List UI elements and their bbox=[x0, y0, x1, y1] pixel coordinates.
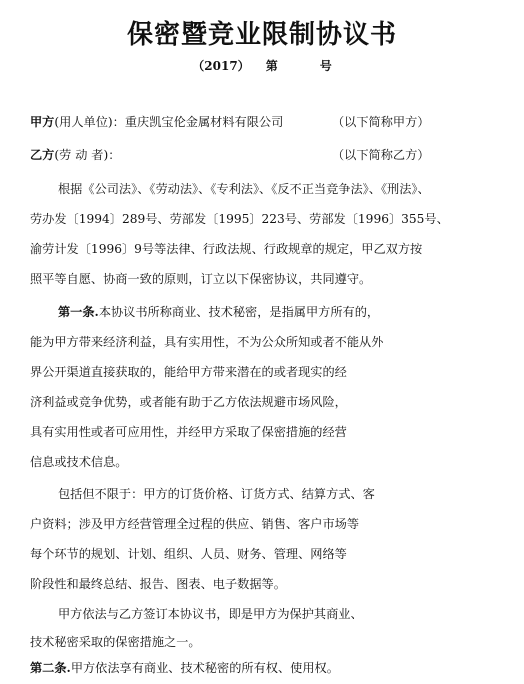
intro-line-2: 劳办发〔1994〕289号、劳部发〔1995〕223号、劳部发〔1996〕355号、 bbox=[30, 212, 449, 226]
party-b-label: 乙方 bbox=[30, 148, 55, 162]
measure-line-2: 技术秘密采取的保密措施之一。 bbox=[30, 635, 201, 649]
includes-line-1: 包括但不限于：甲方的订货价格、订货方式、结算方式、客 bbox=[58, 487, 375, 501]
intro-line-1: 根据《公司法》、《劳动法》、《专利法》、《反不正当竞争法》、《刑法》、 bbox=[58, 182, 430, 196]
party-a-line bbox=[30, 114, 283, 130]
party-b-line bbox=[30, 147, 120, 163]
party-a-short: （以下简称甲方） bbox=[332, 115, 430, 129]
party-b-role: (劳 动 者)： bbox=[54, 148, 121, 162]
doc-year: （2017） bbox=[192, 59, 250, 73]
party-a-label: 甲方 bbox=[30, 115, 55, 129]
intro-line-4: 照平等自愿、协商一致的原则，订立以下保密协议，共同遵守。 bbox=[30, 272, 372, 286]
document-title: 保密暨竞业限制协议书 bbox=[126, 20, 397, 50]
document-number bbox=[0, 57, 524, 74]
article1-line-4: 济利益或竞争优势，或者能有助于乙方依法规避市场风险， bbox=[30, 395, 347, 409]
includes-line-4: 阶段性和最终总结、报告、图表、电子数据等。 bbox=[30, 577, 286, 591]
article1-line-3: 界公开渠道直接获取的，能给甲方带来潜在的或者现实的经 bbox=[30, 365, 347, 379]
doc-hao: 号 bbox=[319, 59, 332, 73]
article2-text: 甲方依法享有商业、技术秘密的所有权、使用权。 bbox=[70, 661, 339, 675]
intro-line-3: 渝劳计发〔1996〕9号等法律、行政法规、行政规章的规定，甲乙双方按 bbox=[30, 242, 423, 256]
article1-line-1 bbox=[58, 304, 379, 320]
party-a-role: (用人单位)： bbox=[54, 115, 125, 129]
article2-line bbox=[30, 660, 339, 676]
article1-label: 第一条. bbox=[58, 305, 99, 319]
article1-line-6: 信息或技术信息。 bbox=[30, 455, 128, 469]
article1-line-2: 能为甲方带来经济利益，具有实用性，不为公众所知或者不能从外 bbox=[30, 335, 384, 349]
party-b-short: （以下简称乙方） bbox=[332, 148, 430, 162]
measure-line-1: 甲方依法与乙方签订本协议书，即是甲方为保护其商业、 bbox=[58, 607, 363, 621]
article1-text-1: 本协议书所称商业、技术秘密，是指属甲方所有的， bbox=[98, 305, 380, 319]
doc-di: 第 bbox=[265, 59, 278, 73]
article2-label: 第二条. bbox=[30, 661, 71, 675]
includes-line-3: 每个环节的规划、计划、组织、人员、财务、管理、网络等 bbox=[30, 547, 347, 561]
includes-line-2: 户资料；涉及甲方经营管理全过程的供应、销售、客户市场等 bbox=[30, 517, 360, 531]
party-a-name: 重庆凯宝伦金属材料有限公司 bbox=[124, 115, 284, 129]
article1-line-5: 具有实用性或者可应用性，并经甲方采取了保密措施的经营 bbox=[30, 425, 347, 439]
